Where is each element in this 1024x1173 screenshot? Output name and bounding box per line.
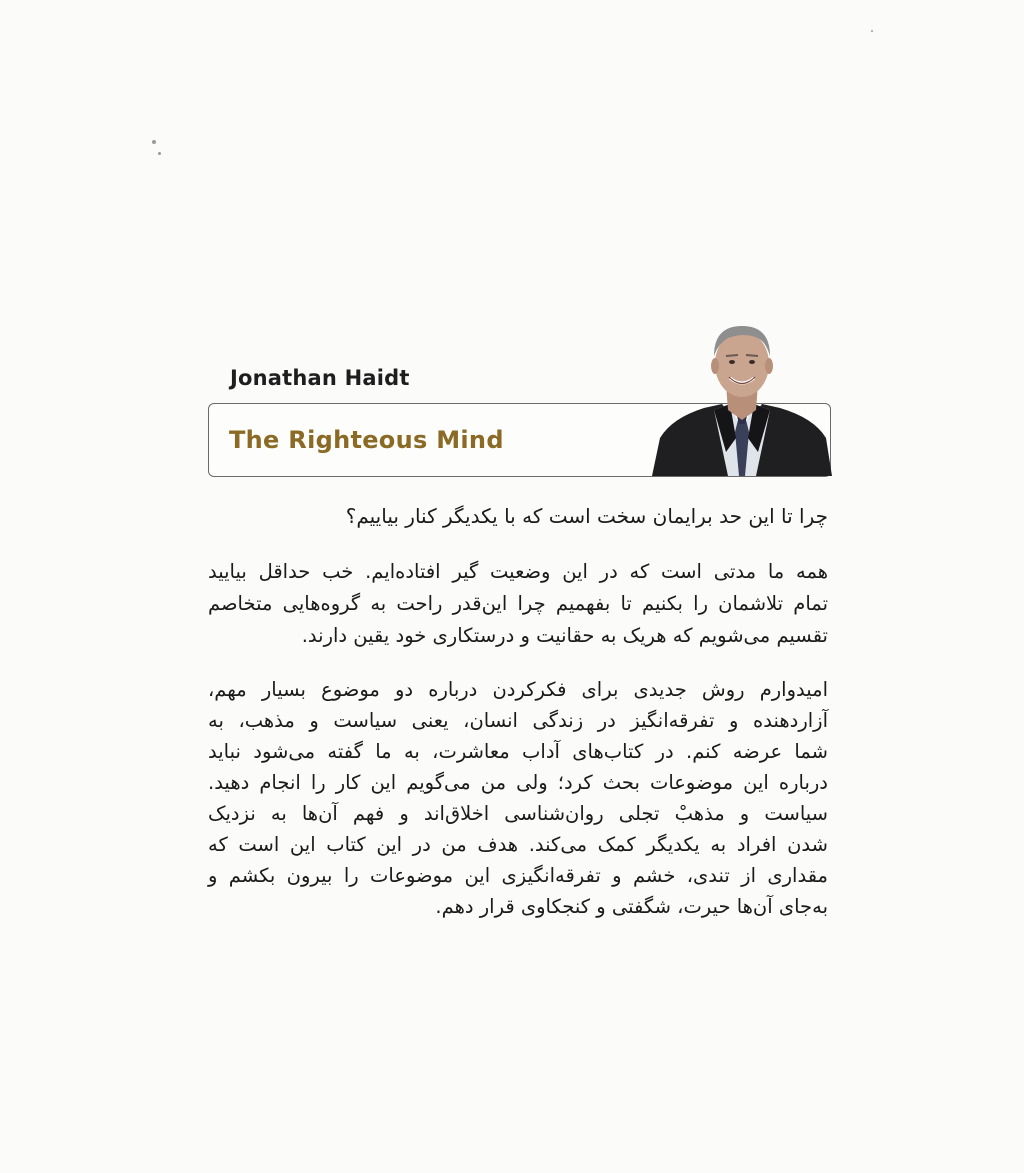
text-line: آزاردهنده و تفرقه‌انگیز در زندگی انسان، یعنی سیاست و مذهب، به	[208, 709, 828, 732]
question-heading	[208, 500, 828, 533]
paper-speck	[871, 30, 873, 32]
text-line: سیاست و مذهبْ تجلی روان‌شناسی اخلاق‌اند و فهم آن‌ها به نزدیک	[208, 802, 828, 825]
text-line: مقداری از تندی، خشم و تفرقه‌انگیزی این موضوعات را بیرون بکشم و	[208, 864, 828, 887]
paragraph-1	[208, 556, 828, 652]
text-line: شما عرضه کنم. در کتاب‌های آداب معاشرت، به ما گفته می‌شود نباید	[208, 740, 828, 763]
text-line: تمام تلاشمان را بکنیم تا بفهمیم چرا این‌قدر راحت به گروه‌هایی متخاصم	[208, 592, 828, 615]
paragraph-2	[208, 674, 828, 922]
text-line: تقسیم می‌شویم که هریک به حقانیت و درستکاری خود یقین دارند.	[301, 624, 828, 647]
text-line: امیدوارم روش جدیدی برای فکرکردن درباره دو موضوع بسیار مهم،	[208, 678, 828, 701]
author-portrait-icon	[652, 320, 832, 476]
author-name: Jonathan Haidt	[230, 366, 410, 390]
paper-speck	[158, 152, 161, 155]
paper-speck	[152, 140, 156, 144]
book-title: The Righteous Mind	[229, 426, 504, 454]
text-line: درباره این موضوعات بحث کرد؛ ولی من می‌گویم این کار را انجام دهید.	[208, 771, 828, 794]
text-line: همه ما مدتی است که در این وضعیت گیر افتاده‌ایم. خب حداقل بیایید	[208, 560, 828, 583]
text-line: به‌جای آن‌ها حیرت، شگفتی و کنجکاوی قرار دهم.	[435, 895, 828, 918]
text-line: شدن افراد به یکدیگر کمک می‌کند. هدف من در این کتاب این است که	[208, 833, 828, 856]
author-portrait	[652, 320, 832, 476]
text-line: چرا تا این حد برایمان سخت است که با یکدیگر کنار بیاییم؟	[345, 504, 828, 528]
